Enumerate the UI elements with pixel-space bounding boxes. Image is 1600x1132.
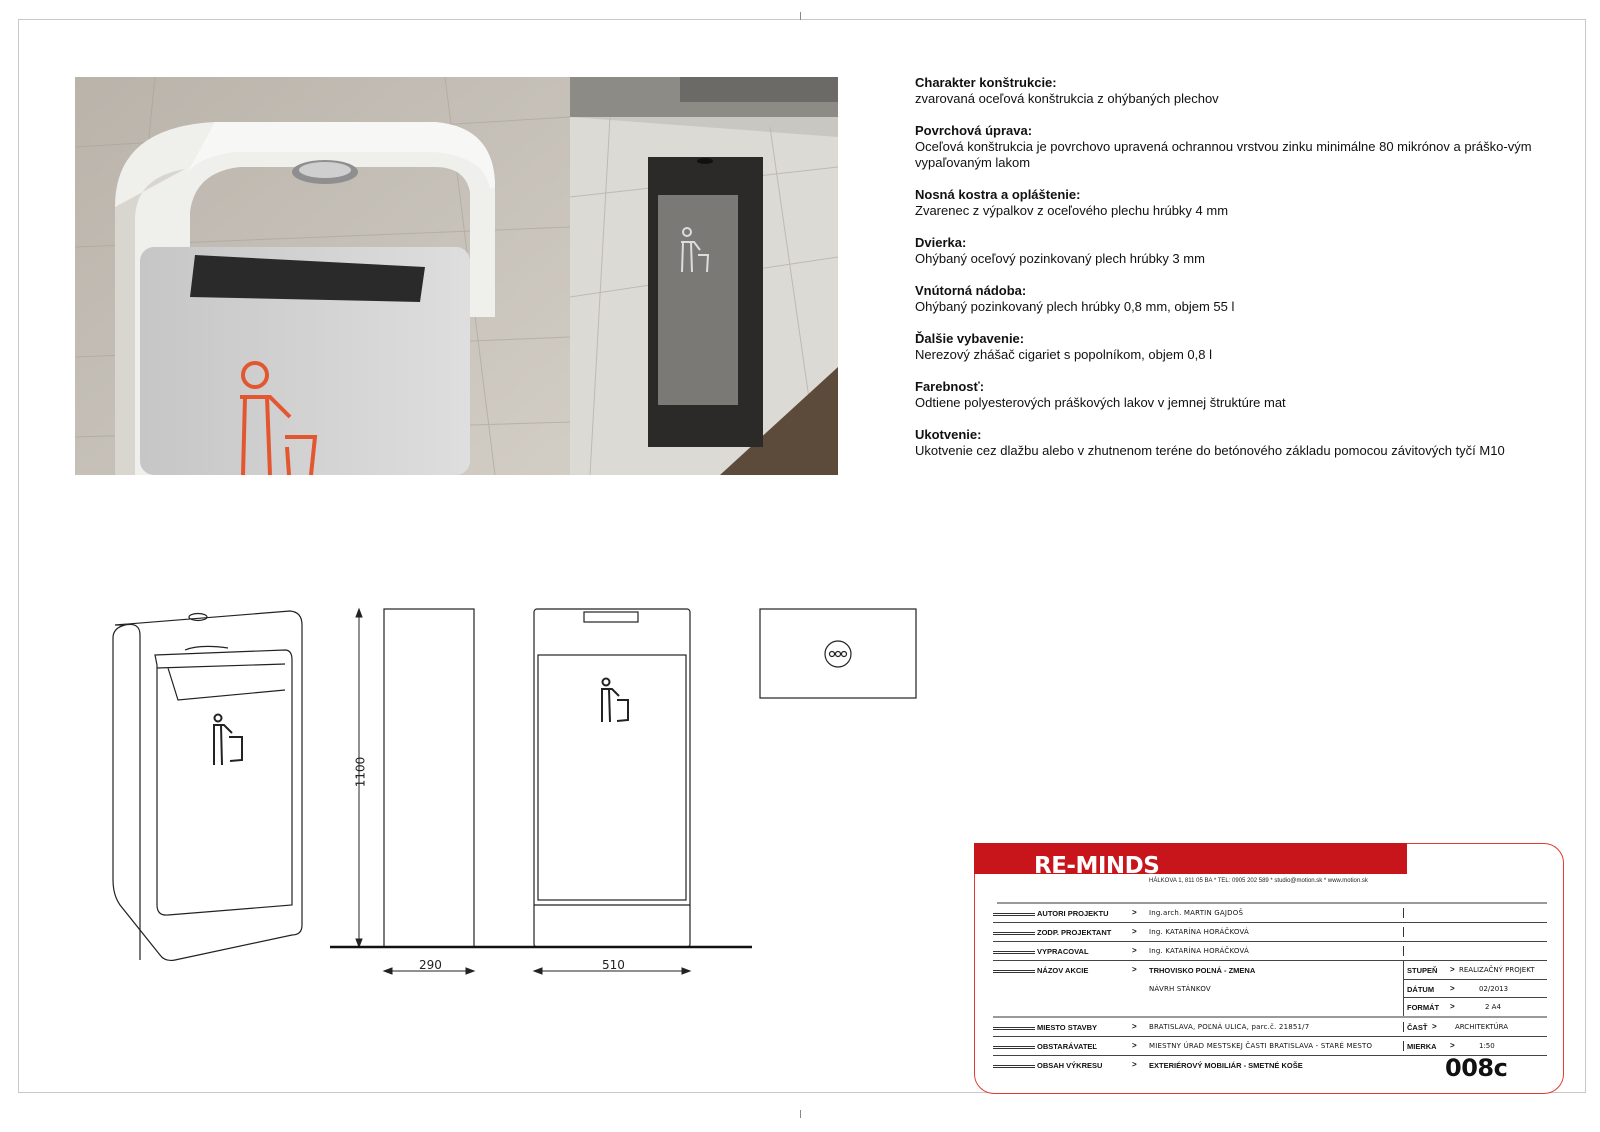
trash-pictogram-icon <box>213 715 242 766</box>
width-dimension: 510 <box>602 958 625 972</box>
row-drawn-by <box>975 942 1565 960</box>
row-label: VYPRACOVAL <box>1037 947 1089 956</box>
stage-value: REALIZAČNÝ PROJEKT <box>1459 966 1535 974</box>
row-value: TRHOVISKO POĽNÁ - ZMENA <box>1149 966 1256 975</box>
stage-label: STUPEŇ <box>1407 966 1438 975</box>
row-leader <box>993 1067 1035 1068</box>
row-leader <box>993 915 1035 916</box>
spec-text: Zvarenec z výpalkov z oceľového plechu hrúbky 4 mm <box>915 203 1229 218</box>
row-value: EXTERIÉROVÝ MOBILIÁR - SMETNÉ KOŠE <box>1149 1061 1303 1070</box>
row-value: Ing. KATARÍNA HORÁČKOVÁ <box>1149 947 1250 955</box>
spec-title: Dvierka: <box>915 235 967 250</box>
row-leader <box>993 1048 1035 1049</box>
row-leader <box>993 932 1035 933</box>
studio-contact: HÁLKOVA 1, 811 05 BA * TEL: 0905 202 589 * studio@motion.sk * www.motion.sk <box>1149 878 1368 884</box>
row-leader <box>993 951 1035 952</box>
front-view <box>534 609 690 947</box>
spec-title: Charakter konštrukcie: <box>915 75 1057 90</box>
row-arrow: > <box>1132 908 1137 917</box>
date-value: 02/2013 <box>1479 985 1509 993</box>
row-arrow: > <box>1132 1060 1137 1069</box>
title-block <box>974 843 1564 1094</box>
row-separator <box>1403 908 1404 918</box>
spec-text: Odtiene polyesterových práškových lakov v jemnej štruktúre mat <box>915 395 1286 410</box>
depth-dimension: 290 <box>419 958 442 972</box>
spec-title: Vnútorná nádoba: <box>915 283 1027 298</box>
part-field <box>1407 1018 1565 1036</box>
spec-text: Ohýbaný pozinkovaný plech hrúbky 0,8 mm, objem 55 l <box>915 299 1235 314</box>
row-arrow: > <box>1450 984 1455 993</box>
row-arrow: > <box>1450 1041 1455 1050</box>
front-trash-pictogram-icon <box>601 679 628 723</box>
spec-text: Nerezový zhášač cigariet s popolníkom, objem 0,8 l <box>915 347 1212 362</box>
row-leader <box>993 1027 1035 1028</box>
brand-logo: RE-MINDS <box>1034 853 1160 879</box>
spec-title: Povrchová úprava: <box>915 123 1033 138</box>
row-separator <box>1403 1041 1404 1051</box>
row-designer <box>975 923 1565 941</box>
row-leader <box>993 1029 1035 1030</box>
row-arrow: > <box>1132 1041 1137 1050</box>
spec-text: zvarovaná oceľová konštrukcia z ohýbaných plechov <box>915 91 1219 106</box>
row-arrow: > <box>1132 927 1137 936</box>
row-label: ZODP. PROJEKTANT <box>1037 928 1112 937</box>
format-value: 2 A4 <box>1485 1003 1501 1011</box>
divider <box>1403 960 1404 1016</box>
part-value: ARCHITEKTÚRA <box>1455 1023 1509 1031</box>
row-value: Ing. KATARÍNA HORÁČKOVÁ <box>1149 928 1250 936</box>
row-arrow: > <box>1432 1022 1437 1031</box>
height-dimension: 1100 <box>353 756 368 788</box>
row-authors <box>975 904 1565 922</box>
row-value: Ing.arch. MARTIN GAJDOŠ <box>1149 909 1244 917</box>
title-block-header <box>974 843 1407 879</box>
row-leader <box>993 934 1035 935</box>
isometric-view <box>113 611 302 960</box>
spec-title: Ďalšie vybavenie: <box>915 331 1025 346</box>
row-label: NÁZOV AKCIE <box>1037 966 1089 975</box>
stage-field <box>1407 961 1565 979</box>
side-view <box>384 609 474 947</box>
scale-label: MIERKA <box>1407 1042 1437 1051</box>
spec-title: Nosná kostra a opláštenie: <box>915 187 1081 202</box>
spec-text: Oceľová konštrukcia je povrchovo upravená ochrannou vrstvou zinku minimálne 80 mikrónov a práško-vým vypaľovaným lakom <box>915 139 1532 170</box>
row-label: MIESTO STAVBY <box>1037 1023 1098 1032</box>
row-arrow: > <box>1132 946 1137 955</box>
row-label: AUTORI PROJEKTU <box>1037 909 1109 918</box>
date-field <box>1407 980 1565 998</box>
row-separator <box>1403 946 1404 956</box>
scale-value: 1:50 <box>1479 1042 1495 1050</box>
spec-title: Ukotvenie: <box>915 427 982 442</box>
spec-title: Farebnosť: <box>915 379 985 394</box>
row-value: BRATISLAVA, POĽNÁ ULICA, parc.č. 21851/7 <box>1149 1023 1310 1031</box>
row-value: NÁVRH STÁNKOV <box>1149 985 1211 993</box>
drawing-number: 008c <box>1445 1054 1508 1082</box>
date-label: DÁTUM <box>1407 985 1435 994</box>
row-leader <box>993 1065 1035 1066</box>
spec-text: Ukotvenie cez dlažbu alebo v zhutnenom teréne do betónového základu pomocou závitových tyčí M10 <box>915 443 1505 458</box>
row-arrow: > <box>1132 965 1137 974</box>
row-separator <box>1403 927 1404 937</box>
format-field <box>1407 998 1565 1016</box>
row-value: MIESTNY ÚRAD MESTSKEJ ČASTI BRATISLAVA - STARÉ MESTO <box>1149 1042 1373 1050</box>
row-label: OBSTARÁVATEĽ <box>1037 1042 1097 1051</box>
row-arrow: > <box>1450 965 1455 974</box>
row-label: OBSAH VÝKRESU <box>1037 1061 1103 1070</box>
part-label: ČASŤ <box>1407 1023 1428 1032</box>
plan-view <box>760 609 916 698</box>
spec-text: Ohýbaný oceľový pozinkovaný plech hrúbky 3 mm <box>915 251 1205 266</box>
row-leader <box>993 953 1035 954</box>
row-arrow: > <box>1450 1002 1455 1011</box>
row-leader <box>993 970 1035 971</box>
scale-field <box>1407 1037 1565 1055</box>
format-label: FORMÁT <box>1407 1003 1440 1012</box>
row-leader <box>993 972 1035 973</box>
row-leader <box>993 1046 1035 1047</box>
row-leader <box>993 913 1035 914</box>
row-separator <box>1403 1022 1404 1032</box>
row-arrow: > <box>1132 1022 1137 1031</box>
